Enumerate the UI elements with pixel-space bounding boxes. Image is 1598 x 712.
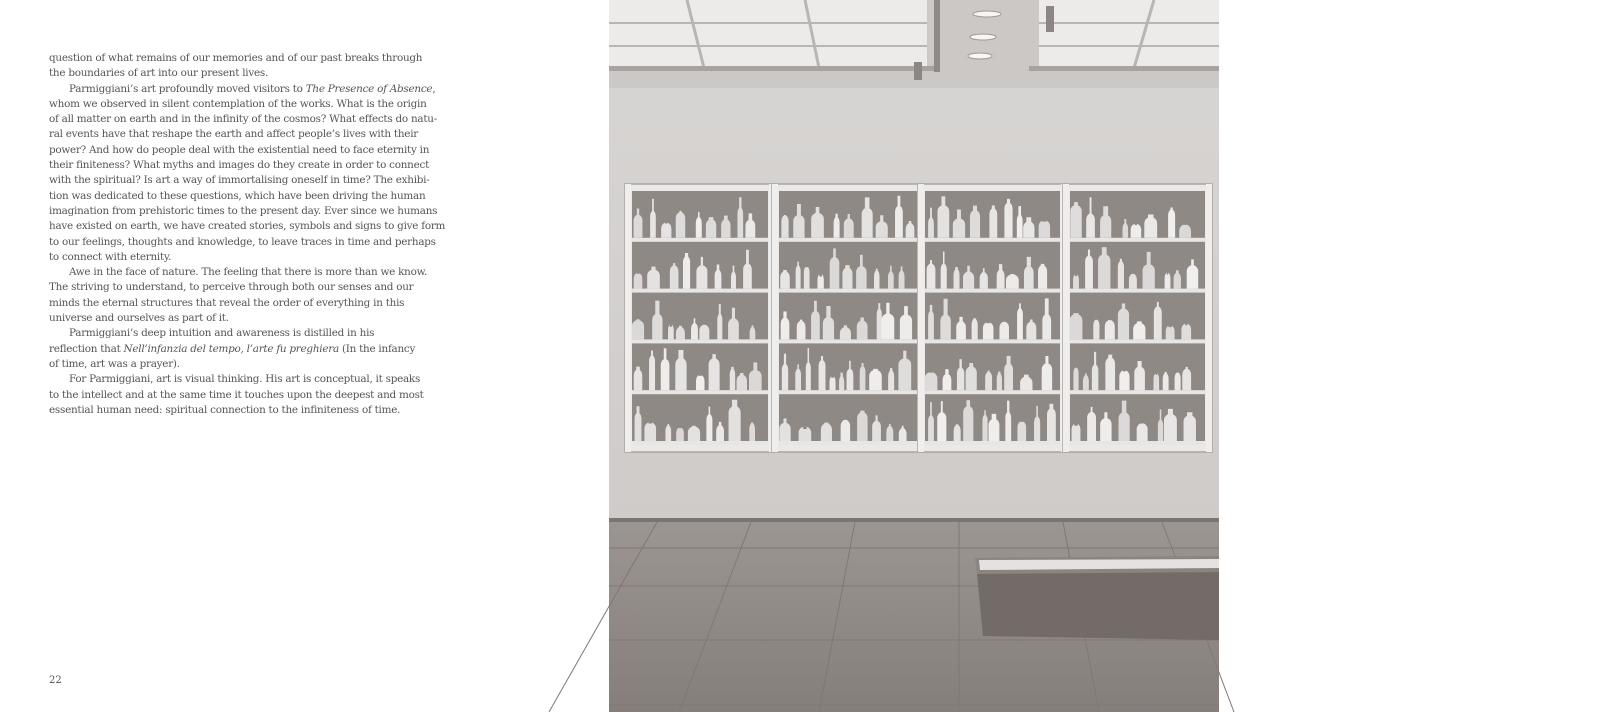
skylight-right (1029, 0, 1219, 71)
quote-title: Nell’infanzia del tempo, l’arte fu preghiera (123, 342, 339, 355)
left-page (0, 0, 609, 712)
text-line: minds the eternal structures that reveal the order of everything in this (49, 296, 405, 309)
text-line: essential human need: spiritual connection to the infiniteness of time. (49, 403, 401, 416)
photo-caption (1268, 661, 1598, 687)
text-line: Awe in the face of nature. The feeling that there is more than we know. (69, 266, 428, 279)
text-segment: (In the infancy (338, 342, 416, 355)
text-line: ral events have that reshape the earth and affect people’s lives with their (49, 128, 418, 141)
caption-line: Frankfurter Kunstverein, Frankfurt, 2024 – 2025 (1268, 678, 1399, 686)
text-line: imagination from prehistoric times to the present day. Ever since we humans (49, 204, 438, 217)
shelving-unit (918, 184, 1067, 452)
text-line: of all matter on earth and in the infinity of the cosmos? What effects do natu- (49, 113, 437, 126)
caption-line: Curated by Franziska Nori, Anita Lavorano and Laura Perrone (1268, 669, 1438, 677)
text-line: tion was dedicated to these questions, which have been driving the human (49, 189, 426, 202)
text-line: have existed on earth, we have created stories, symbols and signs to give form (49, 220, 446, 233)
floor-vitrine (975, 556, 1219, 640)
caption-title: The Presence of Absence – Matter and Traces: Imprints of Life in Time (1311, 661, 1505, 668)
text-line: question of what remains of our memories and of our past breaks through (49, 52, 423, 64)
text-line: to connect with eternity. (49, 250, 172, 263)
baseboard (609, 518, 1219, 522)
text-line: to our feelings, thoughts and knowledge, to leave traces in time and perhaps (49, 235, 436, 248)
text-line: with the spiritual? Is art a way of immortalising oneself in time? The exhibi- (49, 174, 430, 187)
text-segment: , (432, 82, 436, 95)
caption-line (1268, 661, 1598, 670)
skylight-left (609, 0, 939, 71)
text-line: For Parmiggiani, art is visual thinking. His art is conceptual, it speaks (69, 373, 421, 386)
text-segment: reflection that (49, 342, 124, 355)
shelving-unit (772, 184, 924, 452)
text-line: the boundaries of art into our present lives. (49, 67, 269, 80)
shelving-unit (1063, 184, 1212, 452)
exhibition-photo-image (609, 0, 1219, 712)
text-line: whom we observed in silent contemplation of the works. What is the origin (49, 97, 427, 110)
text-segment: Parmiggiani’s art profoundly moved visitors to (69, 82, 306, 95)
text-line: power? And how do people deal with the existential need to face eternity in (49, 143, 430, 156)
shelving-units (625, 184, 1212, 452)
caption-segment: Exhibition view, (1268, 661, 1312, 668)
body-text (49, 51, 446, 418)
shelving-unit (625, 184, 775, 452)
exhibition-photo (609, 0, 1505, 712)
text-line: their finiteness? What myths and images do they create in order to connect (49, 159, 430, 172)
text-line: universe and ourselves as part of it. (49, 312, 229, 325)
text-line (49, 82, 436, 97)
page-number: 22 (49, 675, 62, 686)
text-line: to the intellect and at the same time it touches upon the deepest and most (49, 388, 424, 401)
exhibition-title: The Presence of Absence (305, 82, 433, 95)
text-line: The striving to understand, to perceive through both our senses and our (49, 281, 414, 294)
text-line: Parmiggiani’s deep intuition and awareness is distilled in his (69, 327, 375, 340)
text-line (49, 342, 427, 357)
text-line: of time, art was a prayer). (49, 357, 180, 370)
